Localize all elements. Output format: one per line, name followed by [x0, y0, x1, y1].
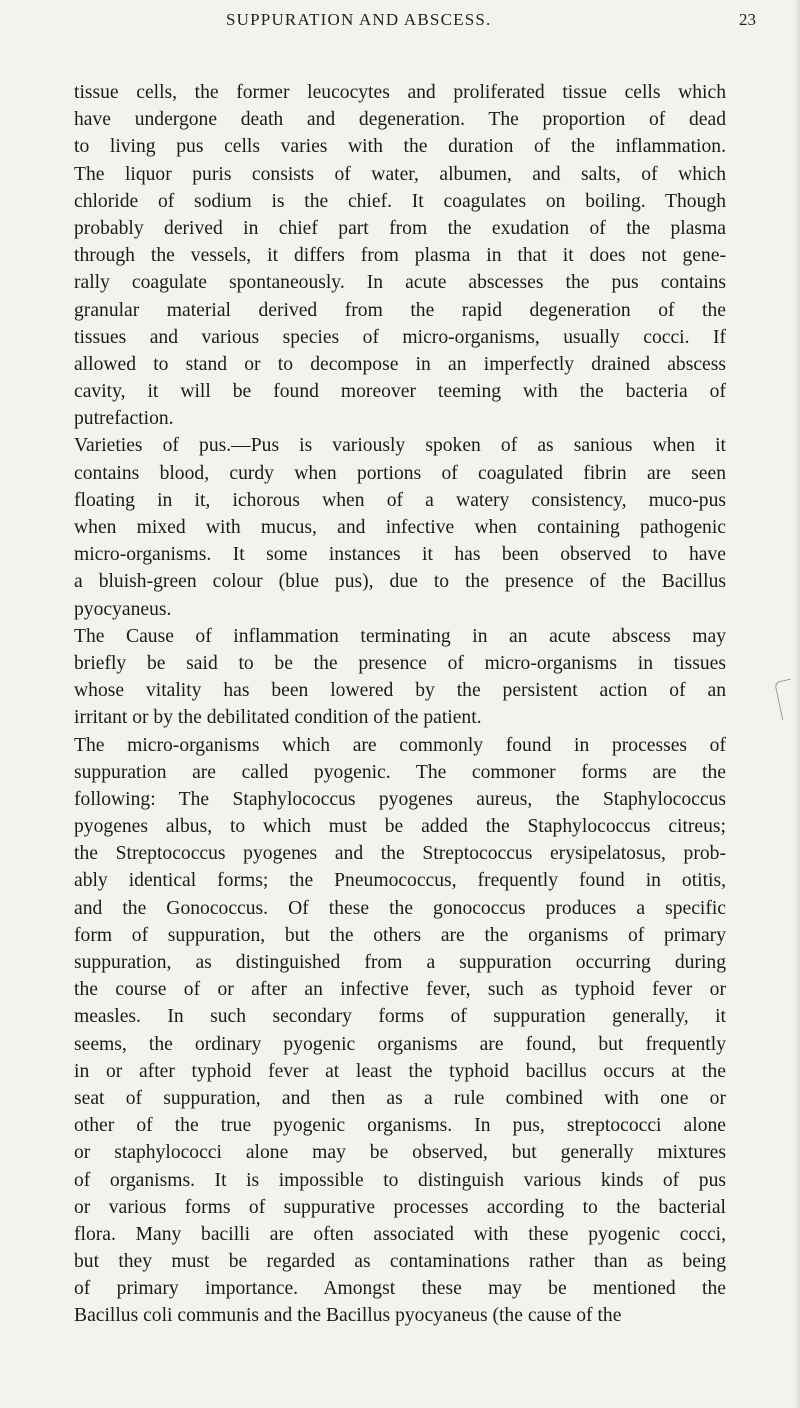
running-title: SUPPURATION AND ABSCESS.	[226, 10, 492, 29]
text-line: The liquor puris consists of water, albumen, and salts, of which	[74, 163, 726, 185]
text-line: the course of or after an infective fever, such as typhoid fever or	[74, 979, 726, 1001]
text-line: tissue cells, the former leucocytes and proliferated tissue cells which	[74, 82, 726, 103]
text-line: have undergone death and degeneration. The proportion of dead	[74, 109, 726, 131]
text-line: briefly be said to be the presence of micro-organisms in tissues	[74, 652, 726, 674]
text-line: measles. In such secondary forms of suppuration generally, it	[74, 1006, 726, 1028]
text-line: Bacillus coli communis and the Bacillus pyocyaneus (the cause of the	[74, 1305, 622, 1327]
text-line: of primary importance. Amongst these may be mentioned the	[74, 1278, 726, 1300]
text-line: contains blood, curdy when portions of coagulated fibrin are seen	[74, 462, 726, 484]
text-line: the Streptococcus pyogenes and the Streptococcus erysipelatosus, prob-	[74, 843, 726, 865]
text-line: Varieties of pus.—Pus is variously spoken of as sanious when it	[74, 435, 726, 457]
text-line: tissues and various species of micro-organisms, usually cocci. If	[74, 326, 726, 348]
text-line: granular material derived from the rapid degeneration of the	[74, 299, 726, 321]
text-line: allowed to stand or to decompose in an imperfectly drained abscess	[74, 353, 726, 375]
text-line: chloride of sodium is the chief. It coagulates on boiling. Though	[74, 190, 726, 212]
text-line: but they must be regarded as contaminations rather than as being	[74, 1251, 726, 1273]
text-line: probably derived in chief part from the exudation of the plasma	[74, 217, 726, 239]
text-line: seems, the ordinary pyogenic organisms are found, but frequently	[74, 1033, 726, 1055]
text-line: form of suppuration, but the others are the organisms of primary	[74, 924, 726, 946]
text-line: pyocyaneus.	[74, 598, 172, 620]
text-line: when mixed with mucus, and infective when containing pathogenic	[74, 517, 726, 538]
text-line: to living pus cells varies with the duration of the inflammation.	[74, 136, 726, 158]
text-line: following: The Staphylococcus pyogenes aureus, the Staphylococcus	[74, 788, 726, 810]
text-line: other of the true pyogenic organisms. In pus, streptococci alone	[74, 1115, 726, 1137]
text-line: suppuration are called pyogenic. The commoner forms are the	[74, 761, 726, 783]
text-line: floating in it, ichorous when of a watery consistency, muco-pus	[74, 489, 726, 511]
text-line: a bluish-green colour (blue pus), due to the presence of the Bacillus	[74, 571, 726, 593]
text-line: The micro-organisms which are commonly found in processes of	[74, 734, 726, 756]
text-line: in or after typhoid fever at least the typhoid bacillus occurs at the	[74, 1060, 726, 1082]
body-text	[74, 79, 726, 1330]
text-line: flora. Many bacilli are often associated with these pyogenic cocci,	[74, 1223, 726, 1245]
text-line: suppuration, as distinguished from a suppuration occurring during	[74, 952, 726, 973]
text-line: of organisms. It is impossible to distinguish various kinds of pus	[74, 1169, 726, 1191]
text-line: whose vitality has been lowered by the persistent action of an	[74, 680, 726, 702]
text-line: seat of suppuration, and then as a rule combined with one or	[74, 1087, 726, 1109]
text-line: rally coagulate spontaneously. In acute abscesses the pus contains	[74, 272, 726, 294]
page-edge-shadow	[794, 0, 800, 1408]
text-line: putrefaction.	[74, 408, 174, 430]
text-line: The Cause of inflammation terminating in an acute abscess may	[74, 625, 726, 647]
text-line: and the Gonococcus. Of these the gonococcus produces a specific	[74, 897, 726, 919]
text-line: micro-organisms. It some instances it has been observed to have	[74, 544, 726, 566]
page-number: 23	[739, 10, 756, 29]
text-line: through the vessels, it differs from plasma in that it does not gene-	[74, 245, 726, 267]
text-line: irritant or by the debilitated condition of the patient.	[74, 707, 482, 729]
text-line: or various forms of suppurative processes according to the bacterial	[74, 1196, 726, 1218]
text-line: ably identical forms; the Pneumococcus, frequently found in otitis,	[74, 870, 726, 892]
text-line: cavity, it will be found moreover teeming with the bacteria of	[74, 381, 726, 403]
text-line: pyogenes albus, to which must be added the Staphylococcus citreus;	[74, 816, 726, 838]
text-line: or staphylococci alone may be observed, but generally mixtures	[74, 1142, 726, 1164]
